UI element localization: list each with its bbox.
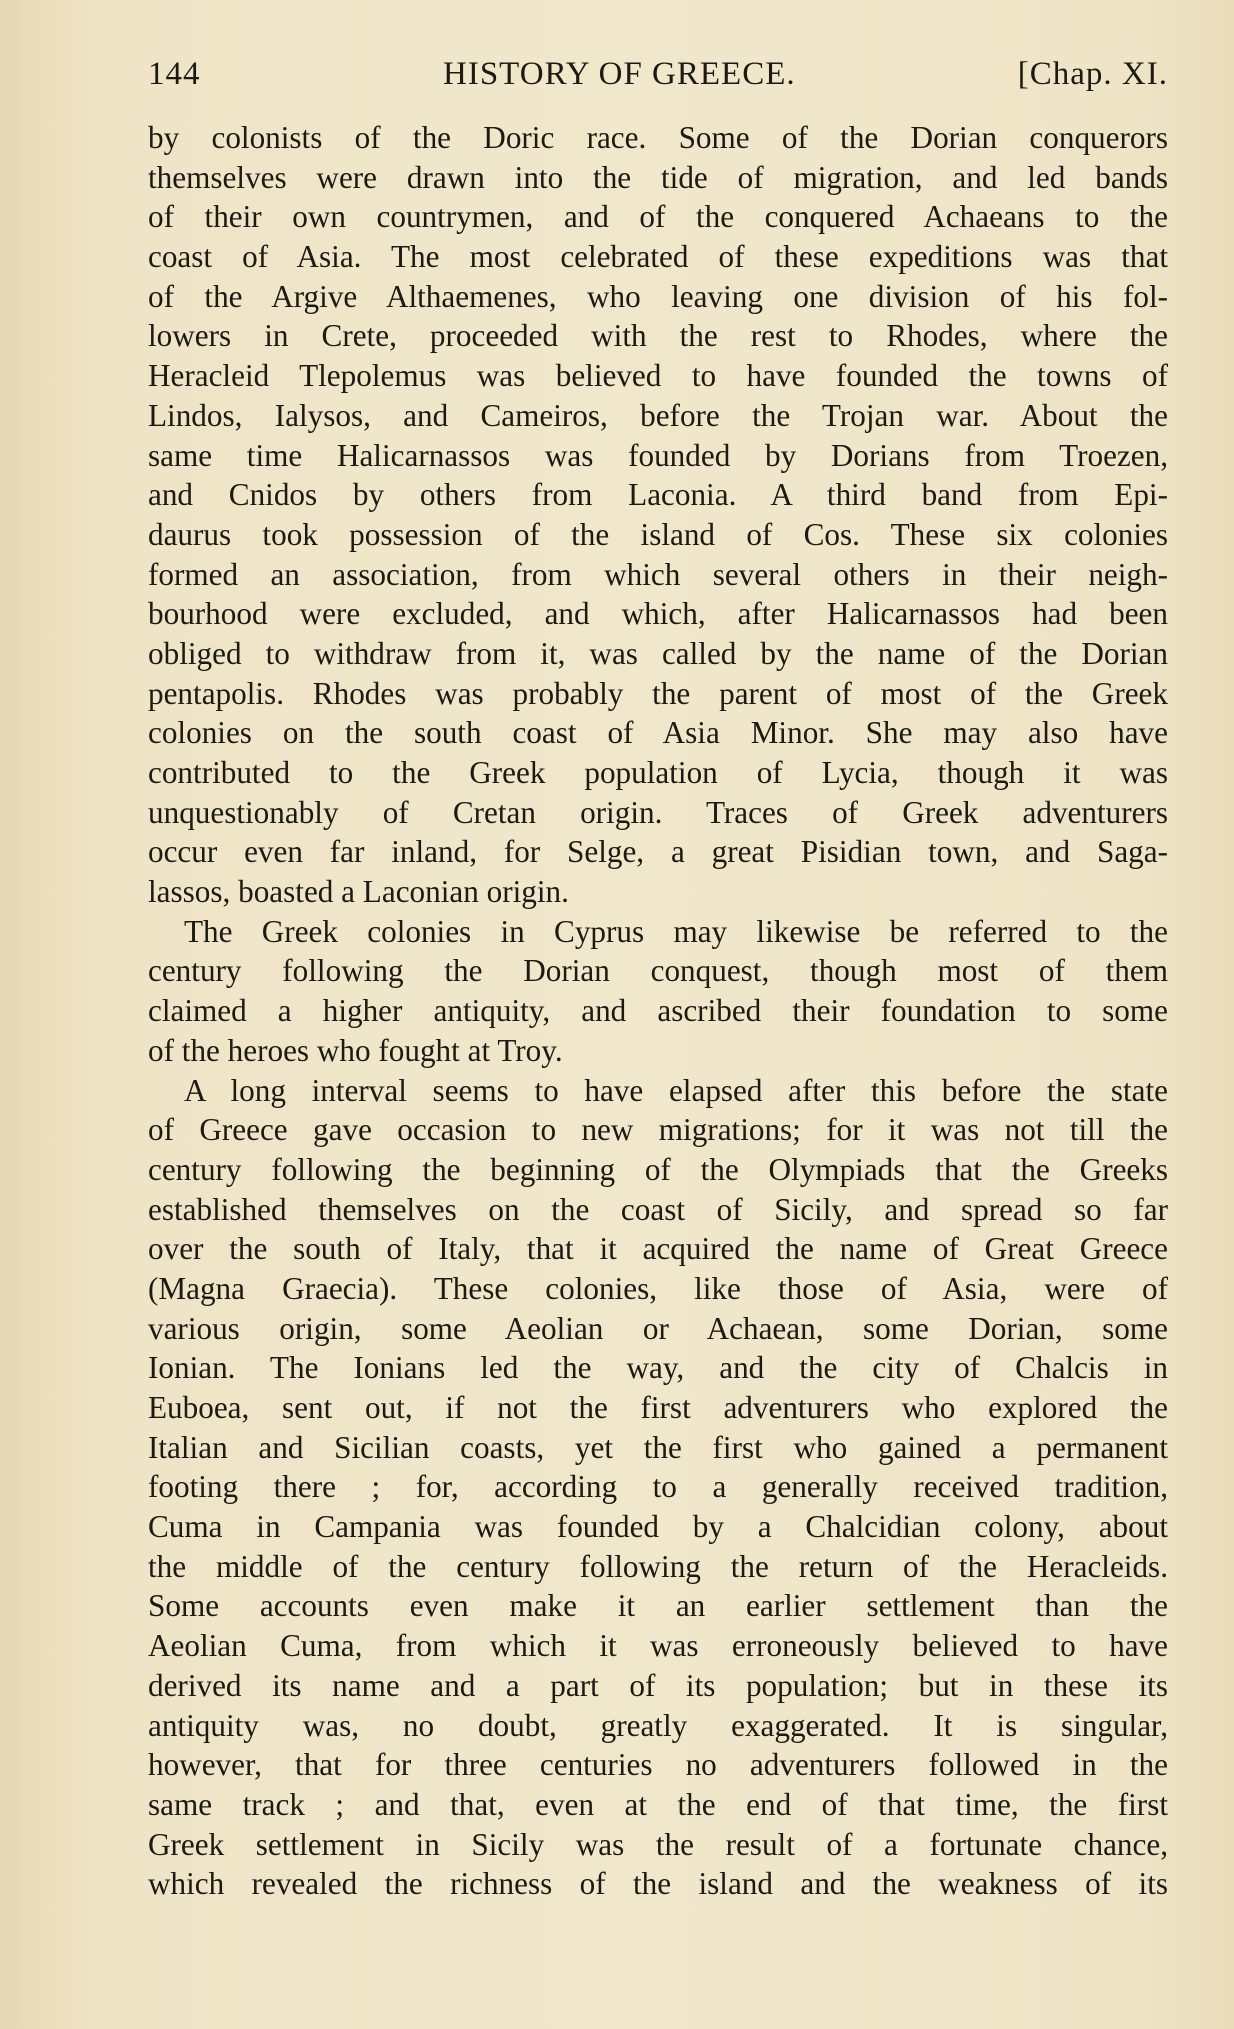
text-line: colonies on the south coast of Asia Minor. She may also have (148, 715, 1168, 751)
paragraph-start-line: A long interval seems to have elapsed after this before the state (184, 1072, 1168, 1108)
text-line: same time Halicarnassos was founded by Dorians from Troezen, (148, 437, 1168, 473)
text-line: same track ; and that, even at the end of that time, the first (148, 1786, 1168, 1822)
page-number: 144 (148, 56, 201, 92)
text-line: which revealed the richness of the island and the weakness of its (148, 1866, 1168, 1902)
text-line: of the Argive Althaemenes, who leaving one division of his fol- (148, 278, 1168, 314)
text-line: established themselves on the coast of Sicily, and spread so far (148, 1191, 1168, 1227)
text-line: bourhood were excluded, and which, after Halicarnassos had been (148, 596, 1168, 632)
text-line: claimed a higher antiquity, and ascribed their foundation to some (148, 993, 1168, 1029)
text-line: Lindos, Ialysos, and Cameiros, before the Trojan war. About the (148, 397, 1168, 433)
running-header (148, 48, 1168, 100)
text-line: occur even far inland, for Selge, a great Pisidian town, and Saga- (148, 834, 1168, 870)
text-line: Cuma in Campania was founded by a Chalcidian colony, about (148, 1509, 1168, 1545)
text-line: over the south of Italy, that it acquired the name of Great Greece (148, 1231, 1168, 1267)
text-line: footing there ; for, according to a generally received tradition, (148, 1469, 1168, 1505)
paragraph-start-line: The Greek colonies in Cyprus may likewise be referred to the (184, 913, 1168, 949)
text-line: coast of Asia. The most celebrated of these expeditions was that (148, 239, 1168, 275)
text-line: Heracleid Tlepolemus was believed to have founded the towns of (148, 358, 1168, 394)
text-line: formed an association, from which several others in their neigh- (148, 556, 1168, 592)
running-title: HISTORY OF GREECE. (443, 56, 796, 92)
text-line: Some accounts even make it an earlier settlement than the (148, 1588, 1168, 1624)
text-line: various origin, some Aeolian or Achaean, some Dorian, some (148, 1310, 1168, 1346)
text-line: Ionian. The Ionians led the way, and the city of Chalcis in (148, 1350, 1168, 1386)
text-line: by colonists of the Doric race. Some of the Dorian conquerors (148, 120, 1168, 155)
text-line: and Cnidos by others from Laconia. A third band from Epi- (148, 477, 1168, 513)
text-line: daurus took possession of the island of Cos. These six colonies (148, 516, 1168, 552)
text-line: of their own countrymen, and of the conquered Achaeans to the (148, 199, 1168, 235)
text-line: of Greece gave occasion to new migrations; for it was not till the (148, 1112, 1168, 1148)
paragraph-end-line: lassos, boasted a Laconian origin. (148, 874, 569, 910)
text-line: (Magna Graecia). These colonies, like those of Asia, were of (148, 1270, 1168, 1306)
text-line: derived its name and a part of its population; but in these its (148, 1667, 1168, 1703)
text-line: century following the beginning of the Olympiads that the Greeks (148, 1151, 1168, 1187)
text-line: Aeolian Cuma, from which it was erroneously believed to have (148, 1628, 1168, 1664)
text-line: contributed to the Greek population of Lycia, though it was (148, 755, 1168, 790)
paragraph-end-line: of the heroes who fought at Troy. (148, 1032, 563, 1068)
text-line: unquestionably of Cretan origin. Traces of Greek adventurers (148, 794, 1168, 830)
text-line: century following the Dorian conquest, though most of them (148, 953, 1168, 989)
body-text (148, 118, 1168, 1904)
text-line: Italian and Sicilian coasts, yet the first who gained a permanent (148, 1429, 1168, 1465)
text-line: themselves were drawn into the tide of migration, and led bands (148, 159, 1168, 195)
text-line: the middle of the century following the return of the Heracleids. (148, 1548, 1168, 1584)
text-line: lowers in Crete, proceeded with the rest to Rhodes, where the (148, 318, 1168, 354)
text-line: Greek settlement in Sicily was the result of a fortunate chance, (148, 1826, 1168, 1862)
chapter-reference: [Chap. XI. (1017, 56, 1168, 92)
text-line: however, that for three centuries no adventurers followed in the (148, 1747, 1168, 1783)
text-line: antiquity was, no doubt, greatly exaggerated. It is singular, (148, 1707, 1168, 1743)
text-line: obliged to withdraw from it, was called by the name of the Dorian (148, 635, 1168, 671)
text-line: Euboea, sent out, if not the first adventurers who explored the (148, 1390, 1168, 1425)
text-line: pentapolis. Rhodes was probably the parent of most of the Greek (148, 675, 1168, 711)
